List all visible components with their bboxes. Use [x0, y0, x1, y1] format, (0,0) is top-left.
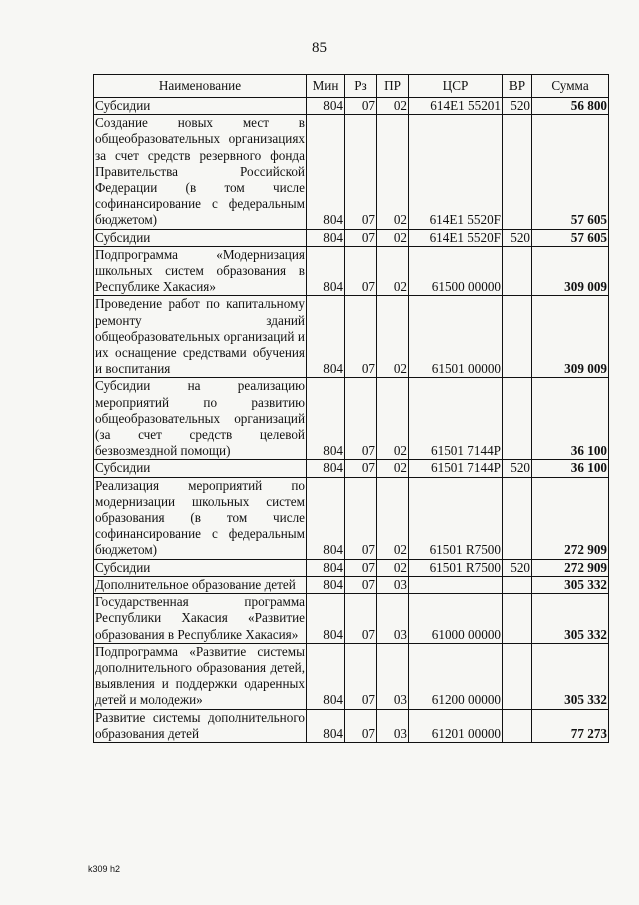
cell-vr: 520	[503, 460, 532, 477]
cell-pr: 02	[377, 246, 409, 296]
cell-csr: 61501 R7500	[409, 477, 503, 559]
cell-pr: 02	[377, 460, 409, 477]
cell-csr: 61201 00000	[409, 709, 503, 742]
cell-rz: 07	[345, 246, 377, 296]
cell-csr: 614E1 5520F	[409, 115, 503, 229]
cell-name: Субсидии	[94, 98, 307, 115]
header-pr: ПР	[377, 75, 409, 98]
cell-rz: 07	[345, 477, 377, 559]
cell-name: Дополнительное образование детей	[94, 576, 307, 593]
header-rz: Рз	[345, 75, 377, 98]
table-row	[94, 460, 609, 477]
cell-min: 804	[307, 378, 345, 460]
table-row	[94, 709, 609, 742]
table-row	[94, 378, 609, 460]
page-number: 85	[312, 40, 327, 56]
cell-vr: 520	[503, 229, 532, 246]
header-csr: ЦСР	[409, 75, 503, 98]
cell-name: Создание новых мест в общеобразовательных организациях за счет средств резервного фонда Правительства Российской Федерации (в том числе софинансирование с федеральным бюджетом)	[95, 115, 305, 228]
cell-pr: 02	[377, 229, 409, 246]
cell-vr: 520	[503, 559, 532, 576]
cell-vr	[503, 115, 532, 229]
table-row	[94, 559, 609, 576]
cell-min: 804	[307, 643, 345, 709]
cell-pr: 02	[377, 115, 409, 229]
cell-vr	[503, 643, 532, 709]
cell-min: 804	[307, 576, 345, 593]
cell-min: 804	[307, 594, 345, 644]
cell-pr: 03	[377, 643, 409, 709]
cell-name: Подпрограмма «Развитие системы дополнительного образования детей, выявления и поддержки одаренных детей и молодежи»	[95, 643, 305, 708]
cell-sum: 305 332	[532, 576, 609, 593]
cell-name: Подпрограмма «Модернизация школьных систем образования в Республике Хакасия»	[95, 246, 305, 295]
cell-name: Развитие системы дополнительного образования детей	[95, 709, 305, 741]
cell-vr	[503, 477, 532, 559]
cell-min: 804	[307, 246, 345, 296]
cell-sum: 56 800	[532, 98, 609, 115]
cell-pr: 02	[377, 98, 409, 115]
cell-vr	[503, 246, 532, 296]
table-row	[94, 246, 609, 296]
cell-rz: 07	[345, 378, 377, 460]
cell-csr: 61501 7144P	[409, 460, 503, 477]
cell-sum: 309 009	[532, 246, 609, 296]
cell-min: 804	[307, 477, 345, 559]
table-row	[94, 576, 609, 593]
cell-name: Субсидии	[94, 229, 307, 246]
cell-min: 804	[307, 709, 345, 742]
cell-min: 804	[307, 115, 345, 229]
cell-vr	[503, 576, 532, 593]
cell-min: 804	[307, 229, 345, 246]
cell-pr: 03	[377, 594, 409, 644]
cell-name: Проведение работ по капитальному ремонту зданий общеобразовательных организаций и их оснащение средствами обучения и воспитания	[95, 296, 305, 377]
cell-rz: 07	[345, 460, 377, 477]
cell-sum: 36 100	[532, 460, 609, 477]
cell-vr	[503, 594, 532, 644]
cell-name: Государственная программа Республики Хакасия «Развитие образования в Республике Хакасия»	[95, 594, 305, 642]
cell-pr: 03	[377, 576, 409, 593]
header-name: Наименование	[94, 75, 307, 98]
cell-min: 804	[307, 296, 345, 378]
cell-vr	[503, 709, 532, 742]
cell-vr: 520	[503, 98, 532, 115]
table-body	[94, 98, 609, 743]
cell-rz: 07	[345, 594, 377, 644]
budget-table	[93, 74, 609, 743]
cell-sum: 309 009	[532, 296, 609, 378]
header-sum: Сумма	[532, 75, 609, 98]
cell-sum: 305 332	[532, 643, 609, 709]
table-row	[94, 296, 609, 378]
cell-csr: 614E1 55201	[409, 98, 503, 115]
cell-sum: 305 332	[532, 594, 609, 644]
cell-pr: 03	[377, 709, 409, 742]
cell-pr: 02	[377, 559, 409, 576]
cell-csr: 61501 7144P	[409, 378, 503, 460]
cell-vr	[503, 378, 532, 460]
cell-min: 804	[307, 559, 345, 576]
cell-rz: 07	[345, 709, 377, 742]
cell-name: Субсидии	[94, 460, 307, 477]
cell-rz: 07	[345, 98, 377, 115]
cell-csr: 61000 00000	[409, 594, 503, 644]
table-header-row	[94, 75, 609, 98]
cell-min: 804	[307, 98, 345, 115]
cell-rz: 07	[345, 115, 377, 229]
cell-rz: 07	[345, 229, 377, 246]
cell-sum: 36 100	[532, 378, 609, 460]
cell-csr: 61500 00000	[409, 246, 503, 296]
cell-name: Реализация мероприятий по модернизации школьных систем образования (в том числе софинансирование с федеральным бюджетом)	[95, 477, 305, 558]
cell-rz: 07	[345, 559, 377, 576]
cell-rz: 07	[345, 296, 377, 378]
table-row	[94, 594, 609, 644]
cell-sum: 57 605	[532, 229, 609, 246]
header-min: Мин	[307, 75, 345, 98]
cell-csr: 61501 00000	[409, 296, 503, 378]
cell-pr: 02	[377, 296, 409, 378]
cell-pr: 02	[377, 378, 409, 460]
cell-rz: 07	[345, 643, 377, 709]
table-row	[94, 477, 609, 559]
header-vr: ВР	[503, 75, 532, 98]
cell-csr: 61200 00000	[409, 643, 503, 709]
cell-csr: 614E1 5520F	[409, 229, 503, 246]
cell-min: 804	[307, 460, 345, 477]
cell-rz: 07	[345, 576, 377, 593]
cell-vr	[503, 296, 532, 378]
cell-name: Субсидии на реализацию мероприятий по развитию общеобразовательных организаций (за счет средств целевой безвозмездной помощи)	[95, 378, 305, 459]
table-row	[94, 643, 609, 709]
cell-pr: 02	[377, 477, 409, 559]
cell-sum: 272 909	[532, 559, 609, 576]
cell-csr: 61501 R7500	[409, 559, 503, 576]
footer-code: k309 h2	[88, 864, 121, 874]
cell-csr	[409, 576, 503, 593]
table-row	[94, 229, 609, 246]
table-row	[94, 115, 609, 229]
table-row	[94, 98, 609, 115]
cell-sum: 272 909	[532, 477, 609, 559]
cell-sum: 57 605	[532, 115, 609, 229]
cell-sum: 77 273	[532, 709, 609, 742]
cell-name: Субсидии	[94, 559, 307, 576]
